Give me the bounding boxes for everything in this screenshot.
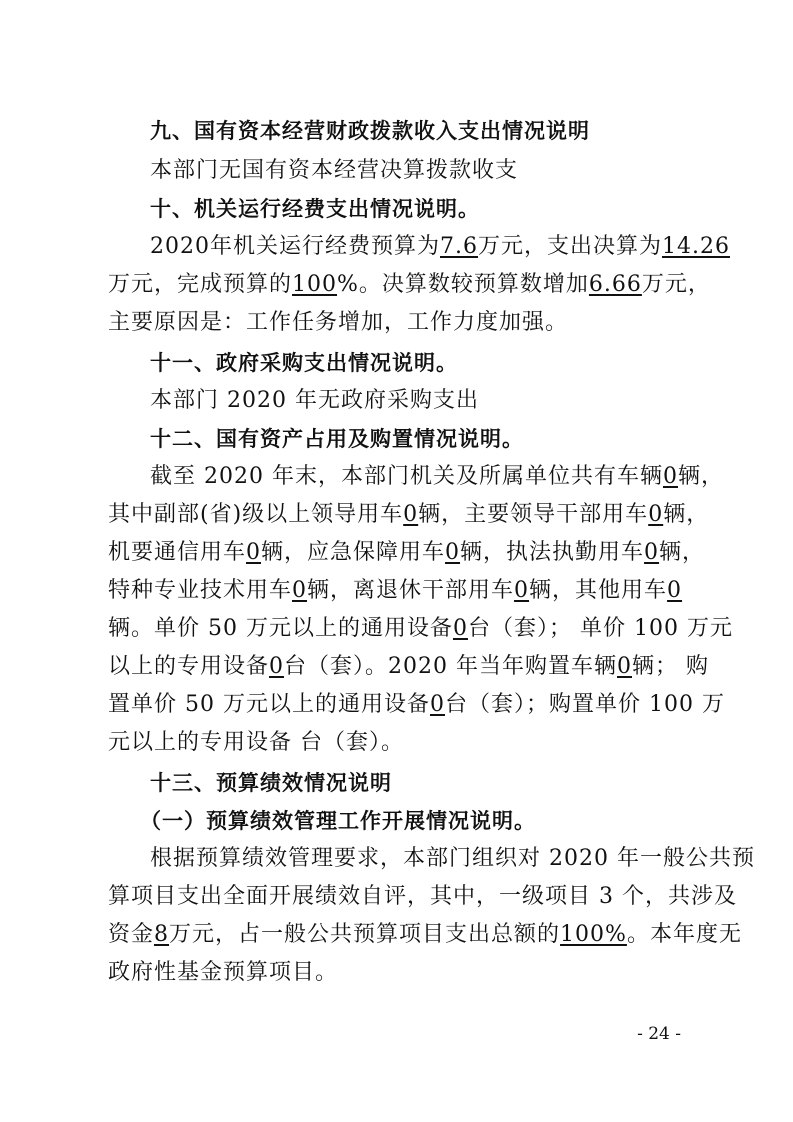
value-underlined: 0 xyxy=(644,540,660,565)
text-span: 置单价 50 万元以上的通用设备 xyxy=(108,692,430,717)
actual-value: 14.26 xyxy=(662,234,730,259)
section-13-line-1: 根据预算绩效管理要求，本部门组织对 2020 年一般公共预 xyxy=(150,846,755,871)
text-span: 辆； 购 xyxy=(632,654,709,679)
section-10-line-3: 主要原因是：工作任务增加，工作力度加强。 xyxy=(108,310,569,335)
value-underlined: 0 xyxy=(445,540,461,565)
section-12-line-2 xyxy=(108,496,710,534)
text-span: 。本年度无 xyxy=(626,922,742,947)
value-underlined: 0 xyxy=(514,578,530,603)
text-span: 辆， xyxy=(663,502,710,527)
text-span: 2020年机关运行经费预算为 xyxy=(150,234,440,259)
heading-section-12: 十二、国有资产占用及购置情况说明。 xyxy=(150,427,524,451)
value-underlined: 0 xyxy=(617,654,632,679)
value-underlined: 0 xyxy=(269,654,285,679)
text-span: 万元， xyxy=(641,272,711,297)
text-span: 以上的专用设备 xyxy=(108,654,270,679)
text-span: 截至 2020 年末，本部门机关及所属单位共有车辆 xyxy=(150,464,663,489)
completion-pct-value: 100 xyxy=(292,272,338,297)
text-span: 台（套）；购置单价 100 万 xyxy=(444,692,725,717)
section-9-text: 本部门无国有资本经营决算拨款收支 xyxy=(150,158,519,183)
budget-value: 7.6 xyxy=(440,234,478,259)
text-span: %。决算数较预算数增加 xyxy=(337,272,589,297)
text-span: 万元，支出决算为 xyxy=(478,234,663,259)
section-10-line-2 xyxy=(108,266,711,304)
section-12-line-7 xyxy=(108,686,725,724)
section-10-line-1 xyxy=(150,228,730,266)
text-span: 辆。单价 50 万元以上的通用设备 xyxy=(108,616,453,641)
section-13-line-4: 政府性基金预算项目。 xyxy=(108,960,339,985)
section-12-line-4 xyxy=(108,572,688,610)
text-span: 辆， xyxy=(659,540,706,565)
heading-section-10: 十、机关运行经费支出情况说明。 xyxy=(150,197,480,221)
heading-section-13: 十三、预算绩效情况说明 xyxy=(150,771,392,795)
text-span: 辆，其他用车 xyxy=(529,578,668,603)
value-underlined: 0 xyxy=(246,540,262,565)
fund-value: 8 xyxy=(154,922,170,947)
text-span: 辆，主要领导干部用车 xyxy=(418,502,649,527)
section-12-line-5 xyxy=(108,610,733,648)
text-span: 资金 xyxy=(108,922,155,947)
value-underlined: 0 xyxy=(452,616,468,641)
page-number: - 24 - xyxy=(637,1024,681,1044)
text-span: 辆， xyxy=(677,464,724,489)
text-span: 辆，离退休干部用车 xyxy=(307,578,515,603)
value-underlined: 0 xyxy=(403,502,419,527)
text-span: 特种专业技术用车 xyxy=(108,578,293,603)
text-span: 辆，执法执勤用车 xyxy=(460,540,645,565)
section-11-text: 本部门 2020 年无政府采购支出 xyxy=(150,388,479,413)
heading-section-13-1: （一）预算绩效管理工作开展情况说明。 xyxy=(140,809,536,833)
increase-value: 6.66 xyxy=(588,272,642,297)
text-span: 辆，应急保障用车 xyxy=(261,540,446,565)
section-12-line-8: 元以上的专用设备 台（套）。 xyxy=(108,730,404,755)
text-span: 台（套）； 单价 100 万元 xyxy=(467,616,733,641)
heading-section-9: 九、国有资本经营财政拨款收入支出情况说明 xyxy=(150,119,590,143)
text-span: 台（套）。2020 年当年购置车辆 xyxy=(284,654,617,679)
value-underlined: 0 xyxy=(662,464,678,489)
section-12-line-1 xyxy=(150,458,730,496)
section-12-line-6 xyxy=(108,648,709,686)
value-underlined: 0 xyxy=(429,692,445,717)
section-13-line-3 xyxy=(108,916,742,954)
section-13-line-2: 算项目支出全面开展绩效自评，其中，一级项目 3 个，共涉及 xyxy=(108,884,737,909)
heading-section-11: 十一、政府采购支出情况说明。 xyxy=(150,351,458,375)
section-12-line-3 xyxy=(108,534,706,572)
text-span: 万元，完成预算的 xyxy=(108,272,293,297)
text-span: 其中副部(省)级以上领导用车 xyxy=(108,502,404,527)
value-underlined: 0 xyxy=(667,578,683,603)
text-span: 万元，占一般公共预算项目支出总额的 xyxy=(169,922,561,947)
value-underlined: 0 xyxy=(648,502,664,527)
value-underlined: 0 xyxy=(292,578,308,603)
share-pct-value: 100% xyxy=(560,922,627,947)
text-span: 机要通信用车 xyxy=(108,540,247,565)
